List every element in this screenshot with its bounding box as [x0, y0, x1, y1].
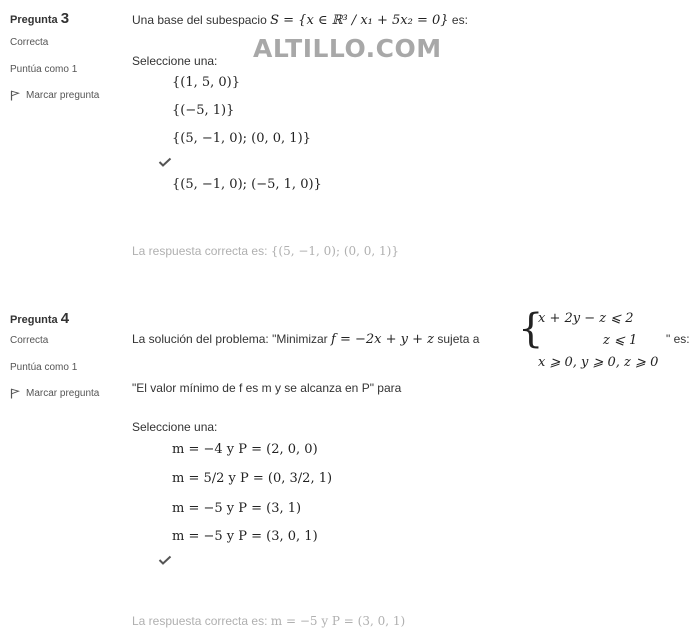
question-number: 3: [60, 10, 70, 27]
option-1[interactable]: [172, 442, 318, 457]
question-label: Pregunta: [10, 14, 58, 26]
constraint-2: z ⩽ 1: [603, 333, 638, 348]
option-text: m = −4 y P = (2, 0, 0): [172, 442, 318, 457]
question-4-status: Correcta: [10, 335, 49, 346]
question-text-after: es:: [451, 13, 468, 27]
question-4-text: [132, 332, 479, 347]
question-text-after: " es:: [666, 332, 690, 346]
objective-function: f = −2x + y + z: [331, 332, 435, 347]
option-4[interactable]: {(5, −1, 0); (−5, 1, 0)}: [172, 177, 322, 192]
correct-answer-label: La respuesta correcta es:: [132, 244, 268, 258]
correct-answer-value: {(5, −1, 0); (0, 0, 1)}: [270, 244, 399, 258]
question-3-number: [10, 10, 69, 27]
select-one-label: Seleccione una:: [132, 420, 218, 434]
question-text-mid: sujeta a: [437, 332, 480, 346]
correct-answer-value: m = −5 y P = (3, 0, 1): [270, 614, 406, 628]
check-icon: [158, 152, 172, 171]
question-label: Pregunta: [10, 314, 58, 326]
flag-label: Marcar pregunta: [26, 388, 100, 400]
option-text: m = −5 y P = (3, 1): [172, 501, 302, 516]
subspace-formula: S = {x ∈ ℝ³ / x₁ + 5x₂ = 0}: [270, 13, 449, 28]
question-text-before: La solución del problema: "Minimizar: [132, 332, 328, 346]
question-3-text: [132, 13, 468, 28]
constraint-1: x + 2y − z ⩽ 2: [538, 311, 634, 326]
option-text: m = −5 y P = (3, 0, 1): [172, 529, 318, 544]
flag-question-3-link[interactable]: [10, 90, 99, 101]
option-4[interactable]: [172, 529, 318, 544]
flag-label: Marcar pregunta: [26, 90, 100, 102]
question-3-status: Correcta: [10, 37, 49, 48]
correct-answer-label: La respuesta correcta es:: [132, 614, 268, 628]
correct-answer: [132, 614, 405, 628]
question-text-before: Una base del subespacio: [132, 13, 267, 27]
question-4-score: Puntúa como 1: [10, 362, 78, 373]
option-text: m = 5/2 y P = (0, 3/2, 1): [172, 471, 333, 486]
flag-icon: [10, 388, 26, 399]
option-3[interactable]: [172, 501, 301, 516]
check-icon: [158, 550, 172, 569]
constraint-3: x ⩾ 0, y ⩾ 0, z ⩾ 0: [538, 355, 659, 370]
option-2[interactable]: [172, 471, 332, 486]
flag-icon: [10, 90, 26, 101]
select-one-label: Seleccione una:: [132, 54, 218, 68]
option-3[interactable]: {(5, −1, 0); (0, 0, 1)}: [172, 131, 311, 146]
option-1[interactable]: {(1, 5, 0)}: [172, 75, 241, 90]
question-4-number: [10, 310, 69, 327]
question-number: 4: [60, 310, 70, 327]
question-3-score: Puntúa como 1: [10, 64, 78, 75]
option-2[interactable]: {(−5, 1)}: [172, 103, 235, 118]
flag-question-4-link[interactable]: [10, 388, 99, 399]
question-4-subtext: "El valor mínimo de f es m y se alcanza en P" para: [132, 381, 402, 395]
constraint-brace: {: [518, 306, 544, 352]
watermark: ALTILLO.COM: [253, 34, 442, 63]
correct-answer: [132, 244, 399, 258]
